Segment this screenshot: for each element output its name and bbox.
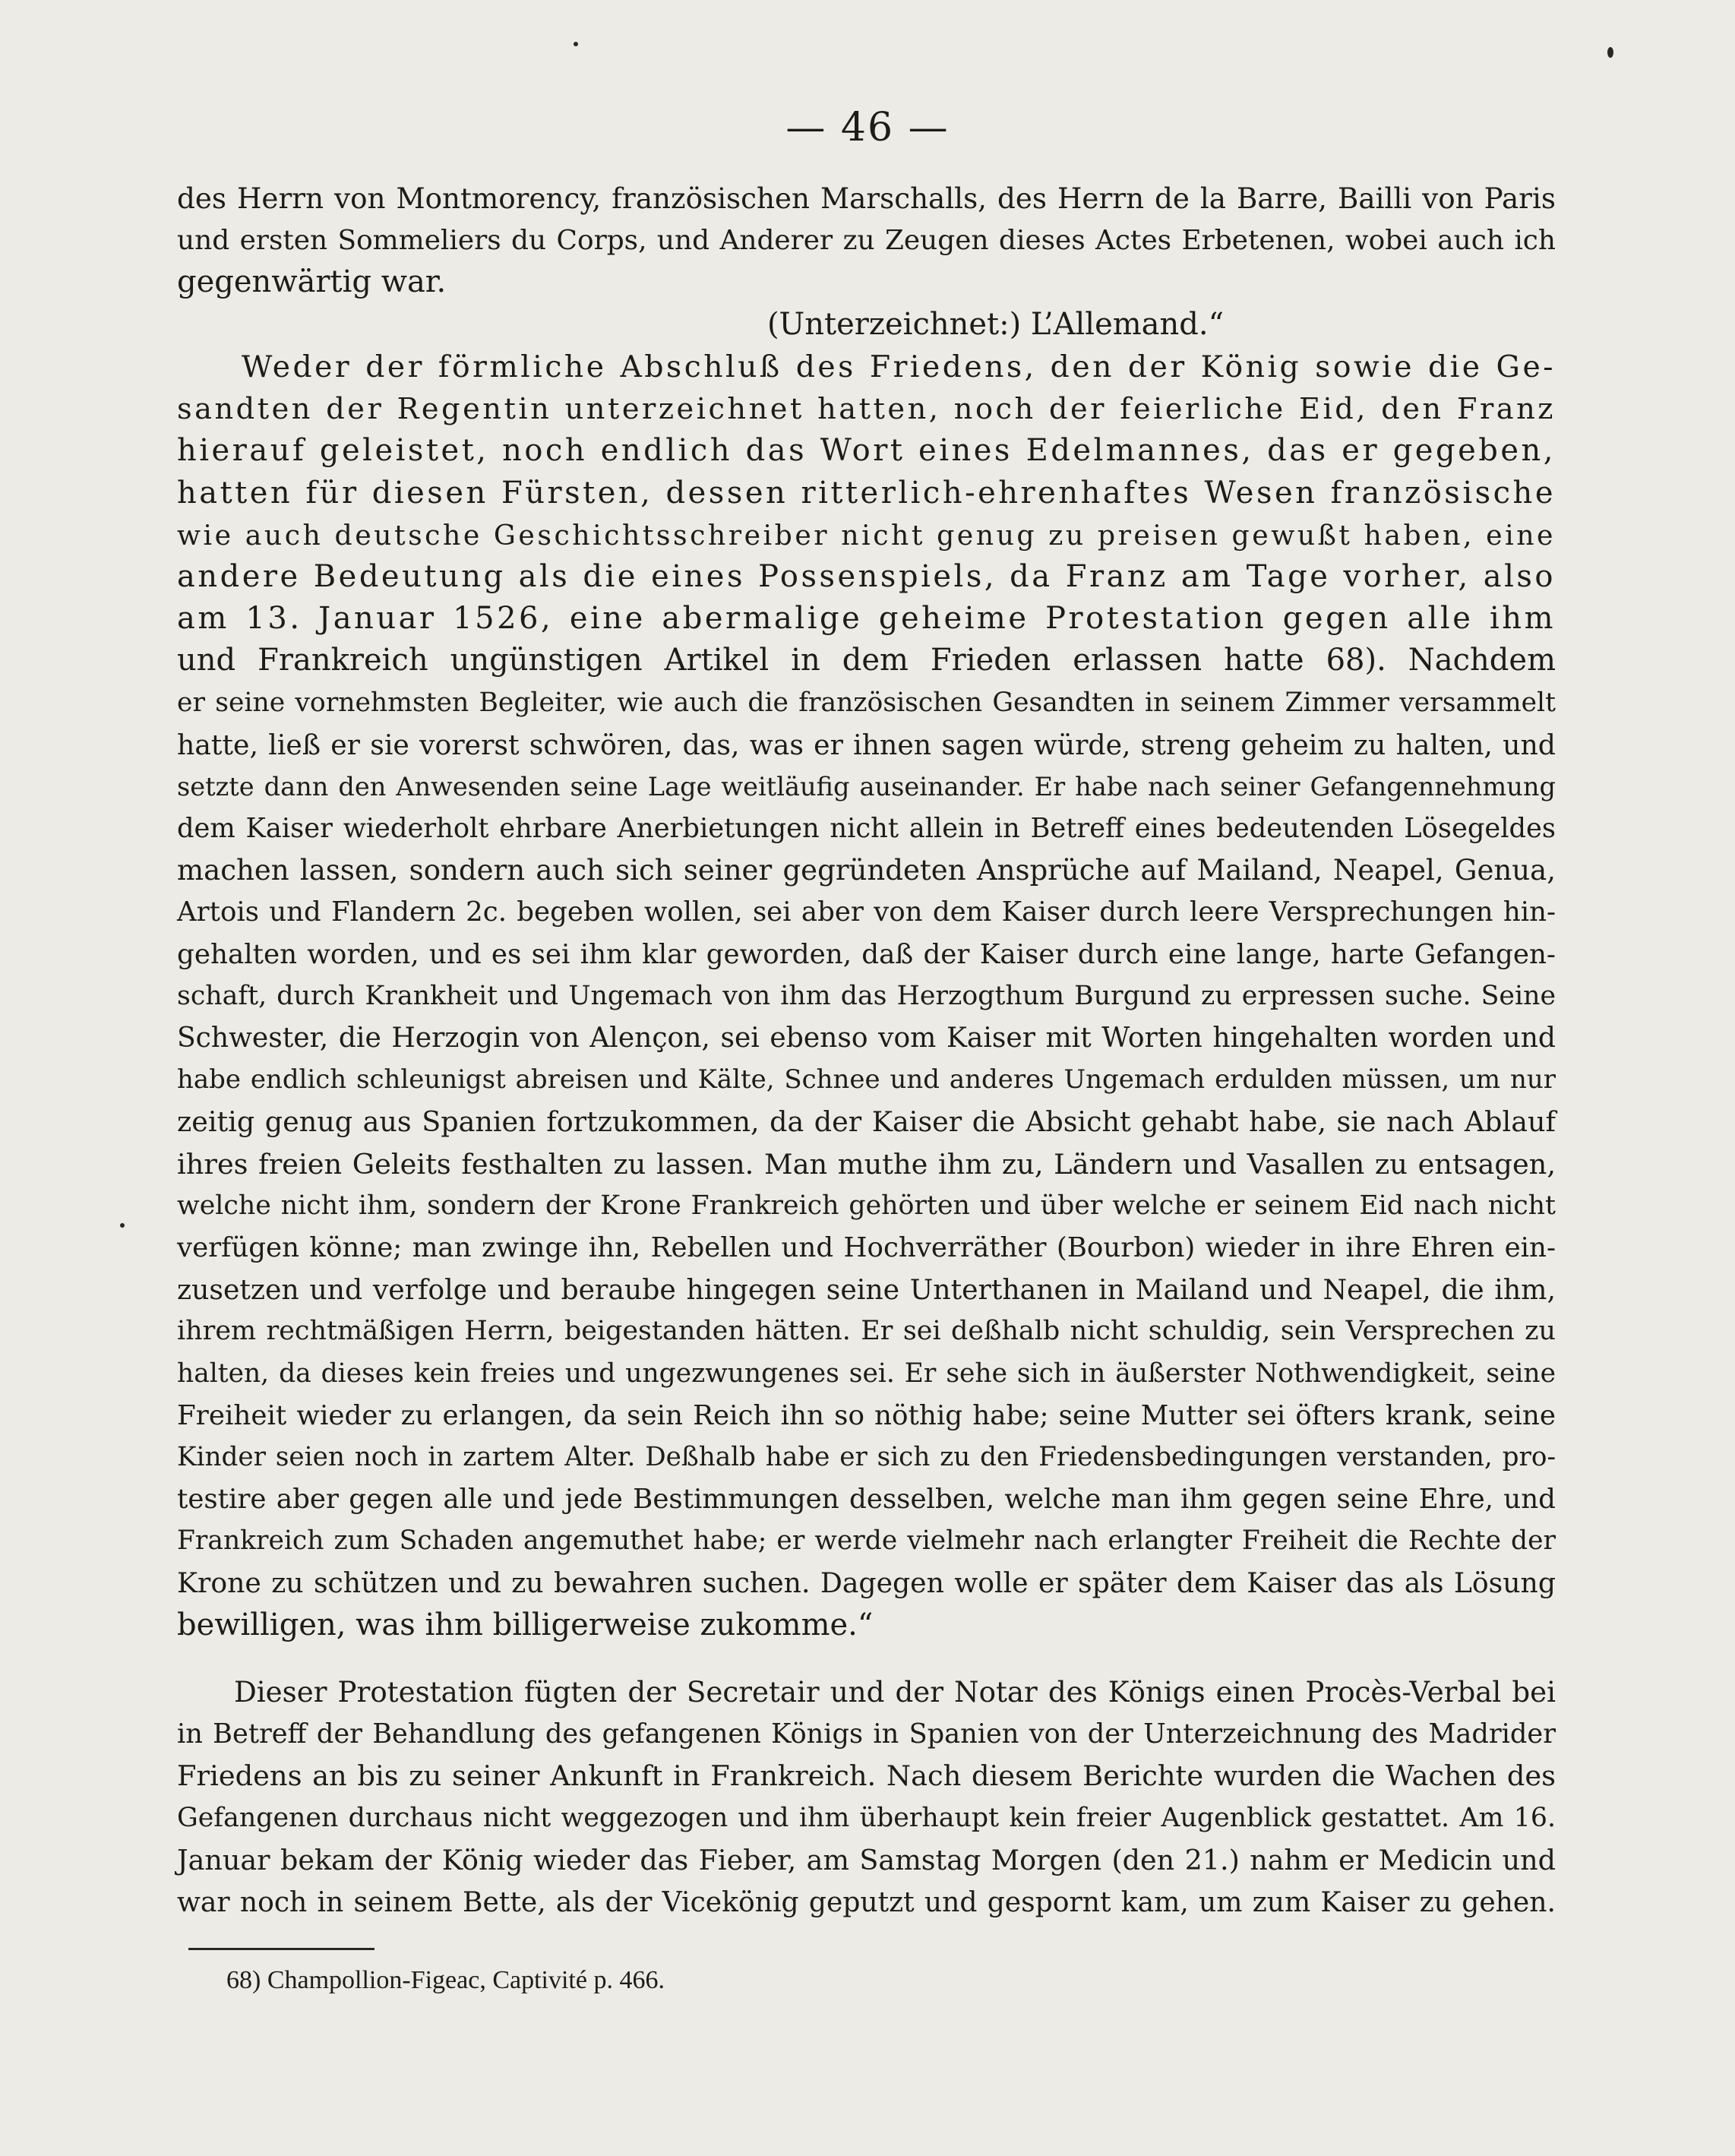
text-line: des Herrn von Montmorency, französischen Marschalls, des Herrn de la Barre, Bailli von Paris [177,182,1556,215]
text-line: Dieser Protestation fügten der Secretair und der Notar des Königs einen Procès-Verbal bei [234,1675,1556,1709]
page-number: — 46 — [785,105,950,150]
footnote-divider [188,1948,374,1950]
ink-speck [120,1223,125,1228]
text-line: Gefangenen durchaus nicht weggezogen und ihm überhaupt kein freier Augenblick gestattet. Am 16. [177,1802,1556,1833]
signature-line: (Unterzeichnet:) L’Allemand.“ [766,307,1225,342]
text-line: zeitig genug aus Spanien fortzukommen, da der Kaiser die Absicht gehabt habe, sie nach Ablauf [177,1105,1556,1139]
ink-speck [1607,47,1613,58]
text-line: gehalten worden, und es sei ihm klar geworden, daß der Kaiser durch eine lange, harte Gefangen- [177,938,1556,970]
footnote: 68) Champollion-Figeac, Captivité p. 466. [226,1966,665,1994]
text-line: Artois und Flandern 2c. begeben wollen, sei aber von dem Kaiser durch leere Versprechungen hin- [177,896,1556,928]
text-line: halten, da dieses kein freies und ungezwungenes sei. Er sehe sich in äußerster Nothwendigkeit, seine [177,1358,1556,1389]
text-line: bewilligen, was ihm billigerweise zukomme.“ [177,1607,874,1642]
text-line: sandten der Regentin unterzeichnet hatten, noch der feierliche Eid, den Franz [177,392,1556,427]
text-line: Krone zu schützen und zu bewahren suchen. Dagegen wolle er später dem Kaiser das als Lösung [177,1566,1556,1600]
text-line: hatten für diesen Fürsten, dessen ritterlich-ehrenhaftes Wesen französische [177,475,1556,511]
text-line: Freiheit wieder zu erlangen, da sein Reich ihn so nöthig habe; seine Mutter sei öfters krank, seine [177,1399,1556,1431]
text-line: ihres freien Geleits festhalten zu lassen. Man muthe ihm zu, Ländern und Vasallen zu entsagen, [177,1147,1556,1181]
text-line: welche nicht ihm, sondern der Krone Frankreich gehörten und über welche er seinem Eid nach nicht [177,1190,1556,1221]
text-line: dem Kaiser wiederholt ehrbare Anerbietungen nicht allein in Betreff eines bedeutenden Lösegeldes [177,813,1556,845]
paragraph-3 [177,1671,1556,1923]
paragraph-1 [177,178,1556,304]
text-line: zusetzen und verfolge und beraube hingegen seine Unterthanen in Mailand und Neapel, die ihm, [177,1273,1556,1307]
text-line: machen lassen, sondern auch sich seiner gegründeten Ansprüche auf Mailand, Neapel, Genua, [177,854,1556,887]
text-line: Kinder seien noch in zartem Alter. Deßhalb habe er sich zu den Friedensbedingungen verstanden, pro- [177,1441,1556,1472]
text-line: Frankreich zum Schaden angemuthet habe; er werde vielmehr nach erlangter Freiheit die Rechte der [177,1525,1556,1557]
text-line: wie auch deutsche Geschichtsschreiber nicht genug zu preisen gewußt haben, eine [177,518,1556,552]
text-line: habe endlich schleunigst abreisen und Kälte, Schnee und anderes Ungemach erdulden müssen, um nur [177,1064,1556,1095]
text-line: hatte, ließ er sie vorerst schwören, das, was er ihnen sagen würde, streng geheim zu halten, und [177,728,1556,761]
ink-speck [574,42,578,46]
text-line: Friedens an bis zu seiner Ankunft in Frankreich. Nach diesem Berichte wurden die Wachen des [177,1759,1556,1793]
text-line: in Betreff der Behandlung des gefangenen Königs in Spanien von der Unterzeichnung des Madrider [177,1718,1556,1750]
text-line: und ersten Sommeliers du Corps, und Anderer zu Zeugen dieses Actes Erbetenen, wobei auch ich [177,225,1556,257]
signature [177,304,1556,346]
text-line: andere Bedeutung als die eines Possenspiels, da Franz am Tage vorher, also [177,558,1556,594]
text-line: ihrem rechtmäßigen Herrn, beigestanden hätten. Er sei deßhalb nicht schuldig, sein Versprechen zu [177,1316,1556,1347]
text-line: am 13. Januar 1526, eine abermalige geheime Protestation gegen alle ihm [177,601,1556,637]
text-line: hierauf geleistet, noch endlich das Wort eines Edelmannes, das er gegeben, [177,433,1556,469]
text-line: gegenwärtig war. [177,264,447,300]
paragraph-2 [177,346,1556,1646]
text-line: schaft, durch Krankheit und Ungemach von ihm das Herzogthum Burgund zu erpressen suche. Seine [177,980,1556,1011]
text-line: setzte dann den Anwesenden seine Lage weitläufig auseinander. Er habe nach seiner Gefangennehmung [177,771,1556,801]
text-line: verfügen könne; man zwinge ihn, Rebellen und Hochverräther (Bourbon) wieder in ihre Ehren ein- [177,1231,1556,1263]
text-line: Schwester, die Herzogin von Alençon, sei ebenso vom Kaiser mit Worten hingehalten worden und [177,1023,1556,1054]
text-line: testire aber gegen alle und jede Bestimmungen desselben, welche man ihm gegen seine Ehre, und [177,1484,1556,1516]
text-line: war noch in seinem Bette, als der Vicekönig geputzt und gespornt kam, um zum Kaiser zu gehen. [177,1885,1556,1918]
text-line: Weder der förmliche Abschluß des Friedens, den der König sowie die Ge- [242,350,1556,384]
text-line: er seine vornehmsten Begleiter, wie auch die französischen Gesandten in seinem Zimmer versammelt [177,687,1556,718]
text-line: und Frankreich ungünstigen Artikel in dem Frieden erlassen hatte 68). Nachdem [177,643,1556,678]
text-line: Januar bekam der König wieder das Fieber, am Samstag Morgen (den 21.) nahm er Medicin und [177,1843,1556,1876]
